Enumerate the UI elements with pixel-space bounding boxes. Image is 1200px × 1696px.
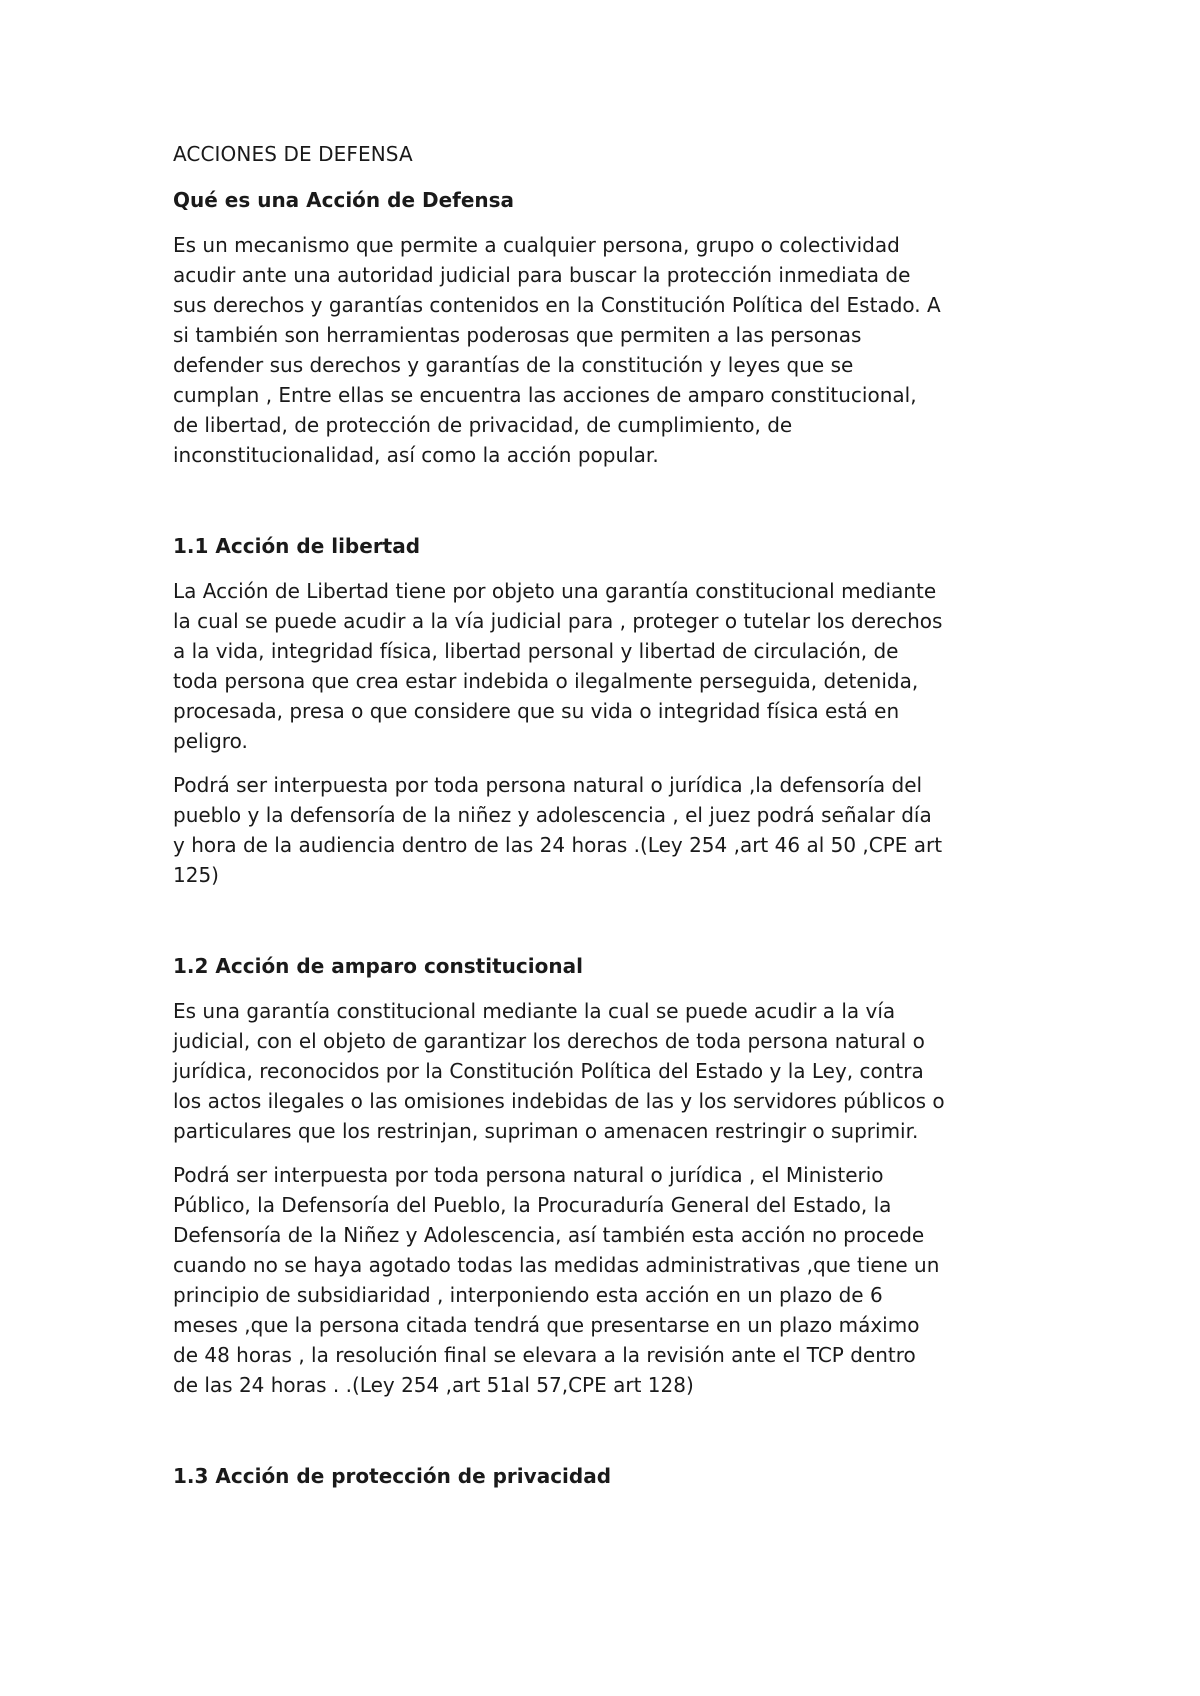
paragraph-line: Defensoría de la Niñez y Adolescencia, así también esta acción no procede	[173, 1223, 925, 1247]
paragraph-line: inconstitucionalidad, así como la acción popular.	[173, 443, 659, 467]
document-page	[173, 140, 1053, 1506]
paragraph-line: La Acción de Libertad tiene por objeto una garantía constitucional mediante	[173, 579, 937, 603]
paragraph-line: pueblo y la defensoría de la niñez y adolescencia , el juez podrá señalar día	[173, 803, 932, 827]
paragraph-line: particulares que los restrinjan, supriman o amenacen restringir o suprimir.	[173, 1119, 919, 1143]
section-spacer	[173, 484, 1053, 532]
paragraph-line: la cual se puede acudir a la vía judicial para , proteger o tutelar los derechos	[173, 609, 943, 633]
paragraph-line: sus derechos y garantías contenidos en la Constitución Política del Estado. A	[173, 293, 941, 317]
paragraph-line: cuando no se haya agotado todas las medidas administrativas ,que tiene un	[173, 1253, 940, 1277]
paragraph-line: cumplan , Entre ellas se encuentra las acciones de amparo constitucional,	[173, 383, 917, 407]
intro-paragraph	[173, 230, 1053, 470]
paragraph-line: meses ,que la persona citada tendrá que presentarse en un plazo máximo	[173, 1313, 920, 1337]
paragraph-line: de 48 horas , la resolución final se elevara a la revisión ante el TCP dentro	[173, 1343, 916, 1367]
paragraph-line: procesada, presa o que considere que su vida o integridad física está en	[173, 699, 900, 723]
section-heading-privacidad: 1.3 Acción de protección de privacidad	[173, 1464, 612, 1488]
amparo-paragraph-2	[173, 1160, 1053, 1400]
section-heading-amparo: 1.2 Acción de amparo constitucional	[173, 954, 583, 978]
paragraph-line: toda persona que crea estar indebida o ilegalmente perseguida, detenida,	[173, 669, 919, 693]
libertad-paragraph-2	[173, 770, 1053, 890]
paragraph-line: los actos ilegales o las omisiones indebidas de las y los servidores públicos o	[173, 1089, 945, 1113]
amparo-paragraph-1	[173, 996, 1053, 1146]
paragraph-line: judicial, con el objeto de garantizar los derechos de toda persona natural o	[173, 1029, 925, 1053]
paragraph-line: de las 24 horas . .(Ley 254 ,art 51al 57,CPE art 128)	[173, 1373, 694, 1397]
section-heading-libertad: 1.1 Acción de libertad	[173, 534, 421, 558]
paragraph-line: de libertad, de protección de privacidad, de cumplimiento, de	[173, 413, 793, 437]
section-spacer	[173, 1414, 1053, 1462]
paragraph-line: si también son herramientas poderosas que permiten a las personas	[173, 323, 862, 347]
paragraph-line: acudir ante una autoridad judicial para buscar la protección inmediata de	[173, 263, 911, 287]
paragraph-line: y hora de la audiencia dentro de las 24 horas .(Ley 254 ,art 46 al 50 ,CPE art	[173, 833, 943, 857]
paragraph-line: Es un mecanismo que permite a cualquier persona, grupo o colectividad	[173, 233, 900, 257]
intro-heading: Qué es una Acción de Defensa	[173, 188, 515, 212]
paragraph-line: principio de subsidiaridad , interponiendo esta acción en un plazo de 6	[173, 1283, 883, 1307]
paragraph-line: 125)	[173, 863, 219, 887]
document-title: ACCIONES DE DEFENSA	[173, 142, 413, 166]
libertad-paragraph-1	[173, 576, 1053, 756]
paragraph-line: Es una garantía constitucional mediante la cual se puede acudir a la vía	[173, 999, 896, 1023]
paragraph-line: jurídica, reconocidos por la Constitución Política del Estado y la Ley, contra	[173, 1059, 924, 1083]
paragraph-line: defender sus derechos y garantías de la constitución y leyes que se	[173, 353, 854, 377]
section-spacer	[173, 904, 1053, 952]
paragraph-line: Podrá ser interpuesta por toda persona natural o jurídica , el Ministerio	[173, 1163, 884, 1187]
paragraph-line: Podrá ser interpuesta por toda persona natural o jurídica ,la defensoría del	[173, 773, 923, 797]
paragraph-line: peligro.	[173, 729, 248, 753]
paragraph-line: a la vida, integridad física, libertad personal y libertad de circulación, de	[173, 639, 899, 663]
paragraph-line: Público, la Defensoría del Pueblo, la Procuraduría General del Estado, la	[173, 1193, 892, 1217]
